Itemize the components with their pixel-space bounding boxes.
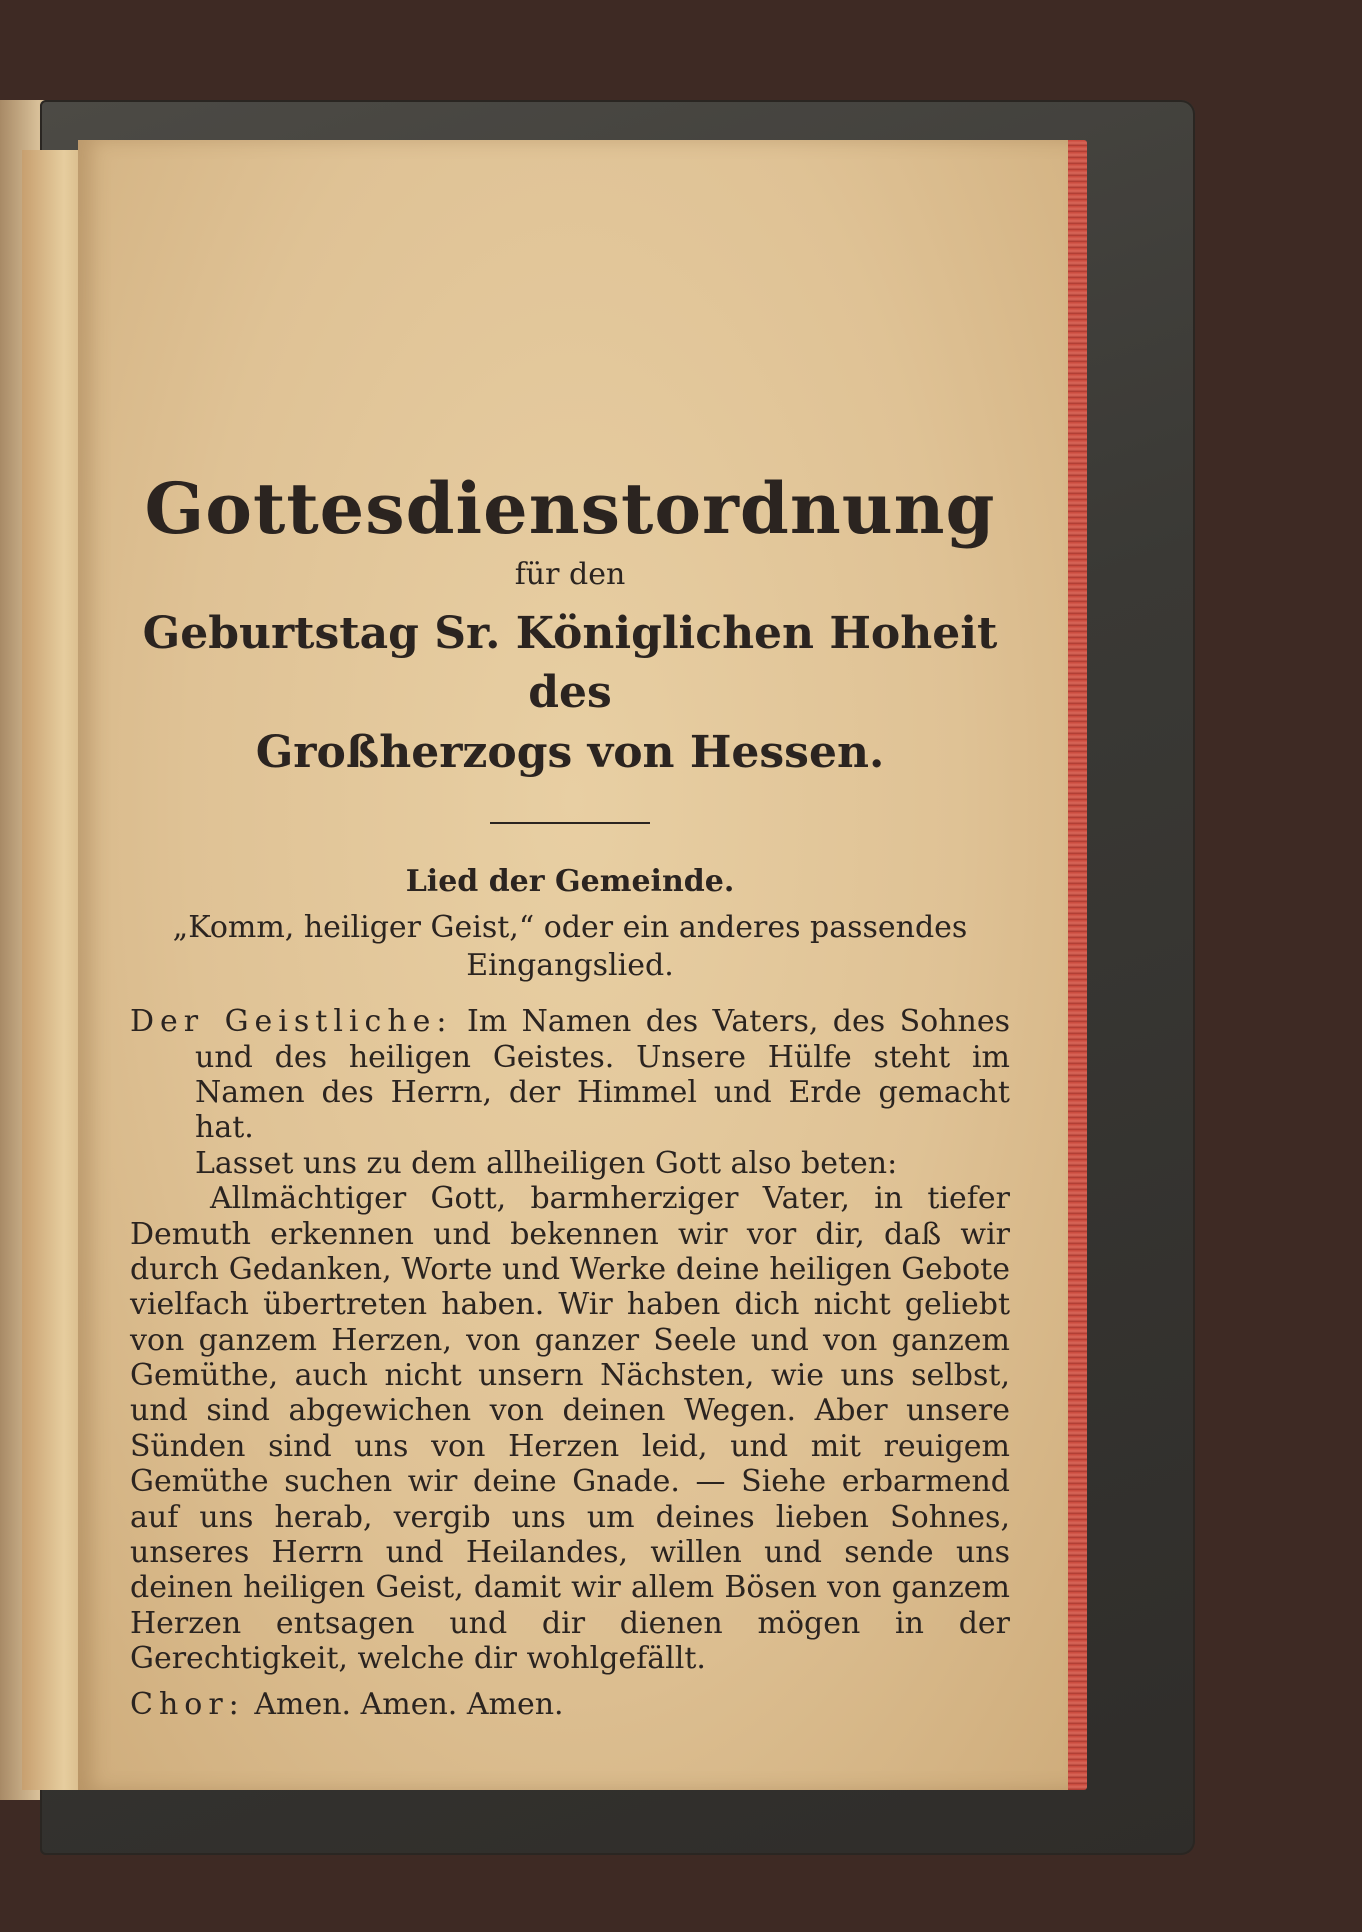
subtitle-line-1: Geburtstag Sr. Königlichen Hoheit des [142, 608, 998, 719]
speaker-chor: Chor: [130, 1686, 245, 1722]
divider-rule [490, 822, 650, 824]
intro-text: „Komm, heiliger Geist,“ oder ein anderes passendes Eingangslied. [172, 910, 968, 983]
lasset-line: Lasset uns zu dem allheiligen Gott also beten: [195, 1145, 898, 1181]
geistliche-text: Im Namen des Vaters, des Sohnes und des heiligen Geistes. Unsere Hülfe steht im Namen des Herrn, der Himmel und Erde gemacht hat. [195, 1004, 1010, 1146]
geistliche-paragraph [130, 1004, 1010, 1146]
book-page [78, 140, 1068, 1790]
prayer-text: Allmächtiger Gott, barmherziger Vater, in tiefer Demuth erkennen und bekennen wir vor dir, daß wir durch Gedanken, Worte und Werke deine heiligen Gebote vielfach übertreten haben. Wir haben dich nicht geliebt von ganzem Herzen, von ganzer Seele und von ganzem Gemüthe, auch nicht unsern Nächsten, wie uns selbst, und sind abgewichen von deinen Wegen. Aber unsere Sünden sind uns von Herzen leid, und mit reuigem Gemüthe suchen wir deine Gnade. — Siehe erbarmend auf uns herab, vergib uns um deines lieben Sohnes, unseres Herrn und Heilandes, willen und sende uns deinen heiligen Geist, damit wir allem Bösen von ganzem Herzen entsagen und dir dienen mögen in der Gerechtigkeit, welche dir wohlgefällt. [130, 1181, 1010, 1677]
speaker-geistliche: Der Geistliche: [130, 1004, 453, 1040]
subtitle-line-2: Großherzogs von Hessen. [255, 726, 885, 778]
chor-text: Amen. Amen. Amen. [254, 1686, 564, 1722]
page-content [130, 467, 1010, 1752]
page-title: Gottesdienstordnung [144, 467, 996, 550]
left-page-gutter [22, 150, 82, 1790]
section-heading: Lied der Gemeinde. [405, 864, 735, 900]
fuer-den: für den [514, 557, 626, 592]
chor-line [130, 1687, 1010, 1722]
